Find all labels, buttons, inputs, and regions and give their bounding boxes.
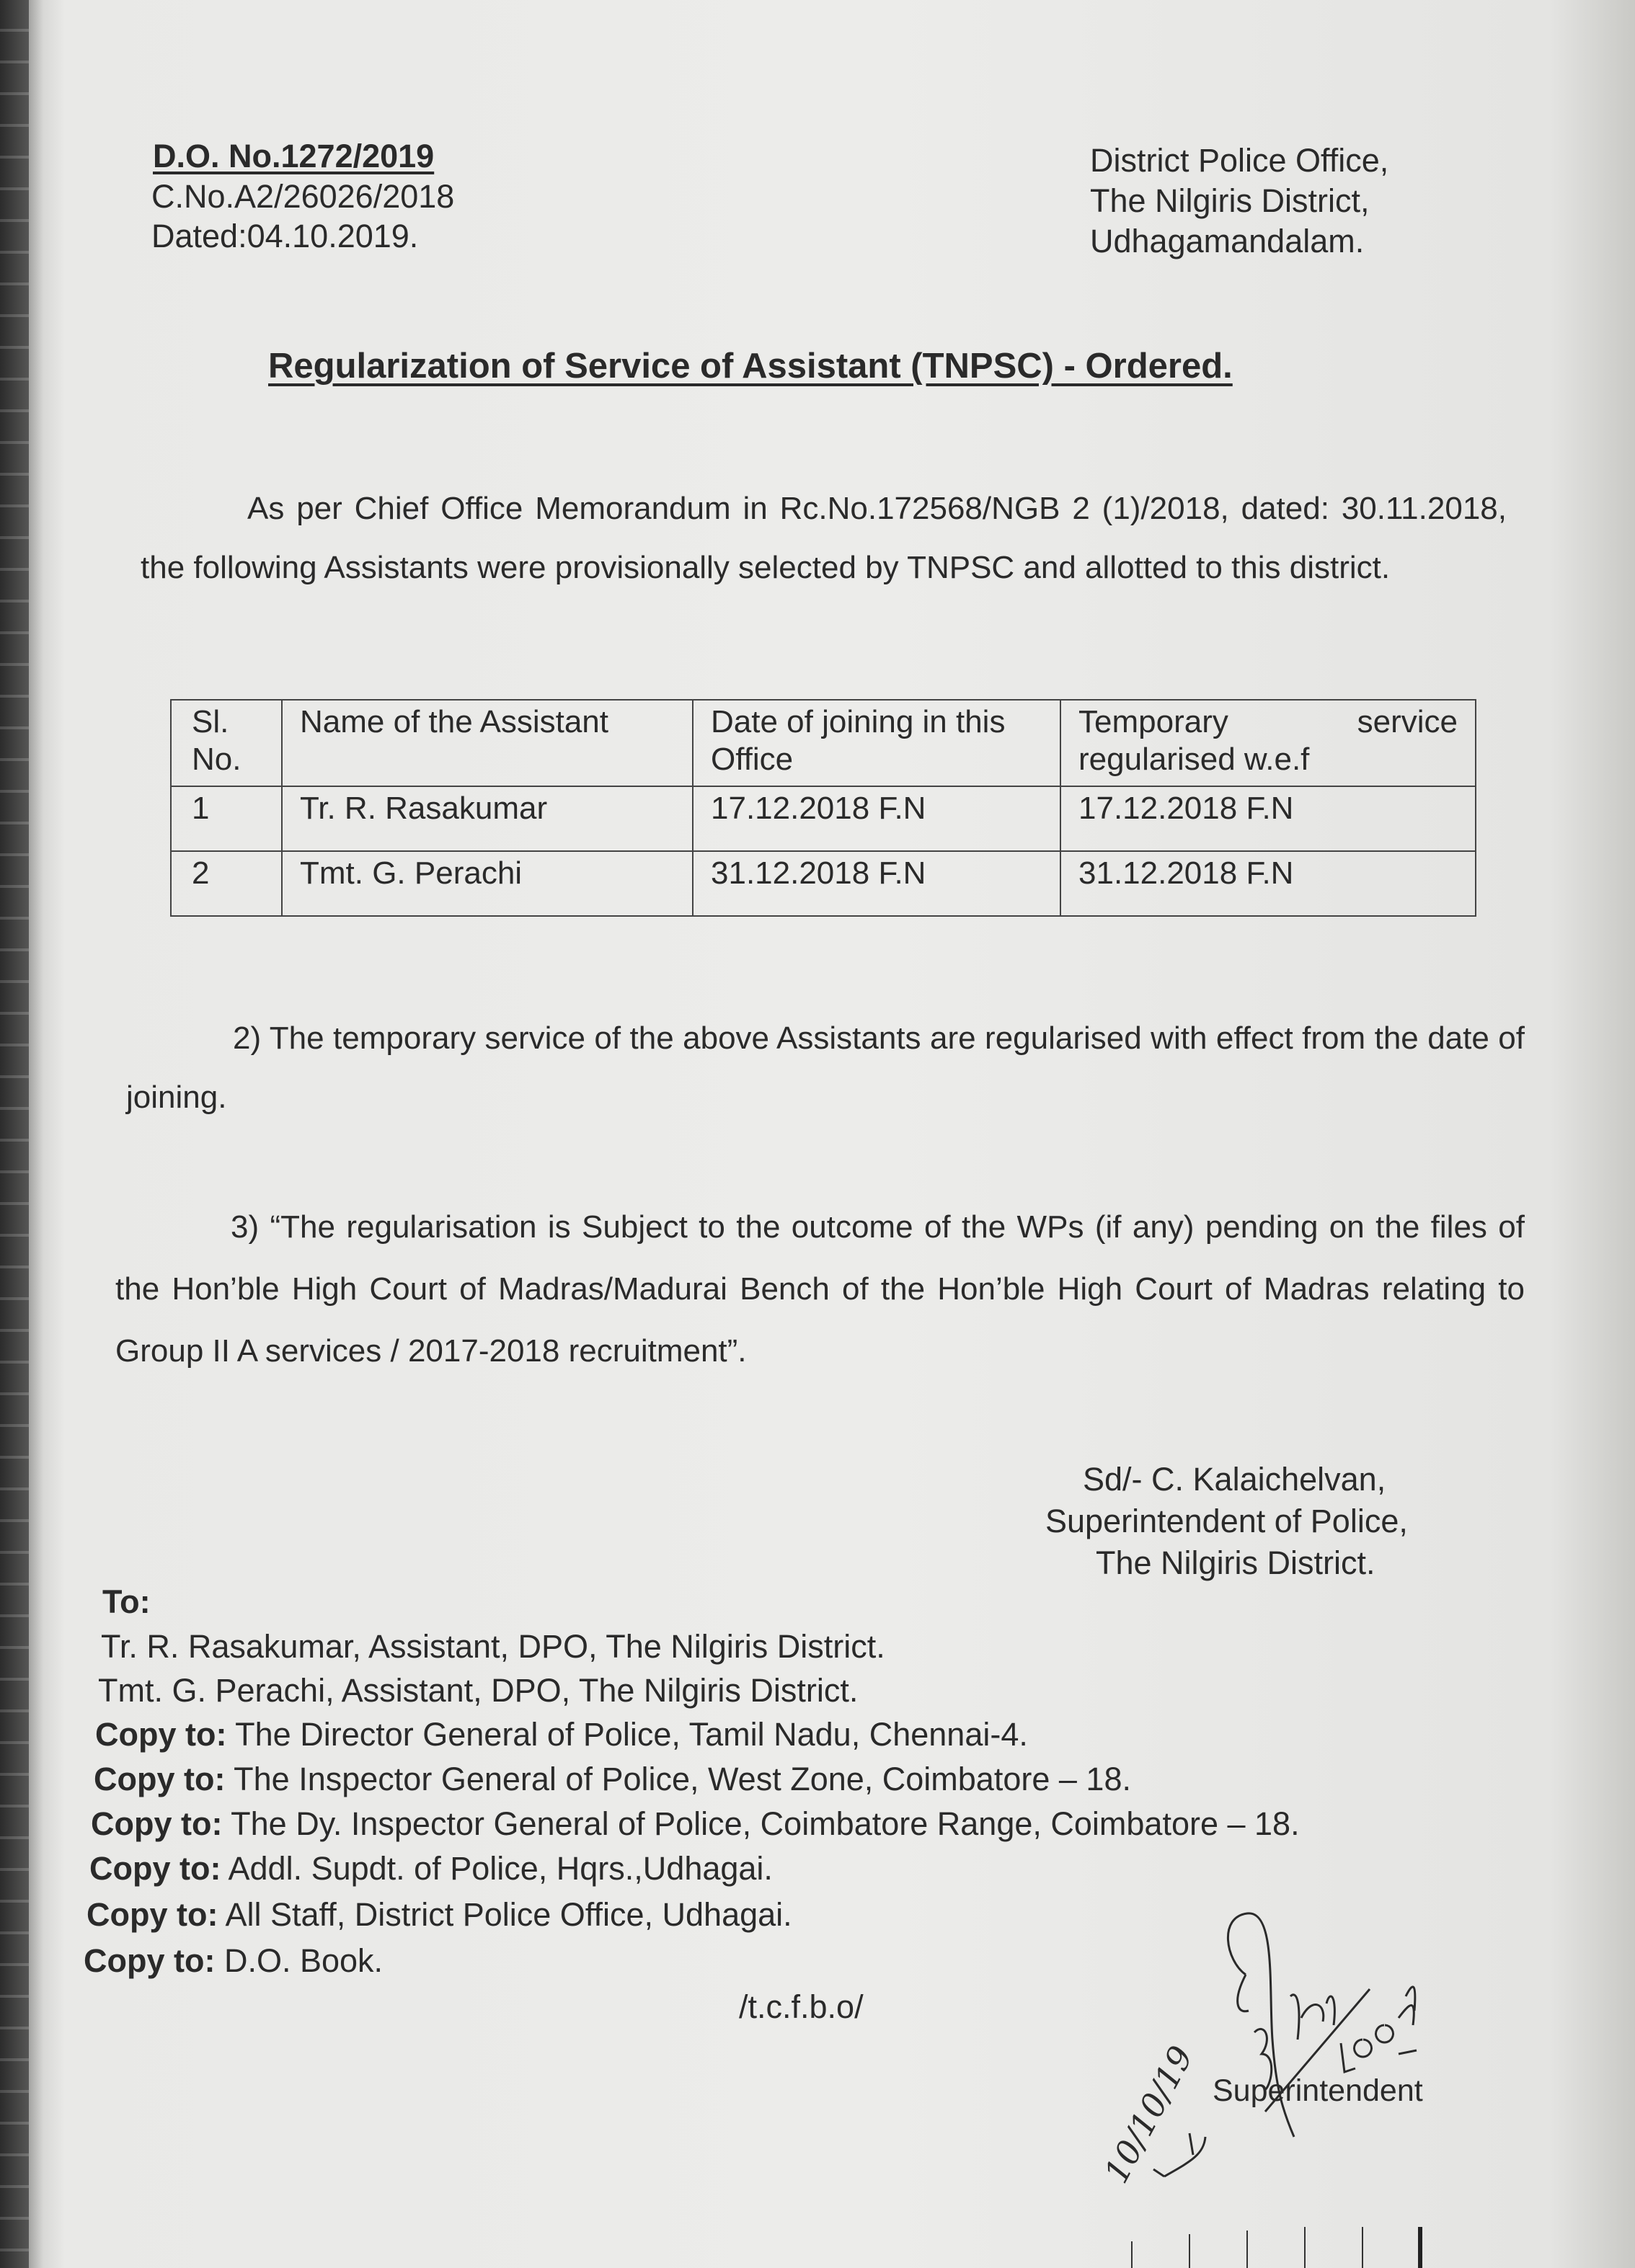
cell-date-joining: 31.12.2018 F.N (693, 851, 1060, 916)
cell-name: Tr. R. Rasakumar (282, 786, 693, 851)
copy-to-line (89, 1852, 773, 1885)
copy-to-label: Copy to: (87, 1896, 218, 1933)
signatory-district: The Nilgiris District. (1096, 1544, 1375, 1581)
reference-initials: /t.c.f.b.o/ (739, 1988, 864, 2025)
signatory-title: Superintendent of Police, (1045, 1503, 1408, 1539)
header-sl-no: Sl. No. (171, 700, 282, 786)
copy-to-line (95, 1718, 1028, 1751)
paragraph-3: 3) “The regularisation is Subject to the outcome of the WPs (if any) pending on the files of the Hon’ble High Court of Madras/Madurai Bench of the Hon’ble High Court of Madras relating to Group II A services / 2017-2018 recruitment”. (115, 1209, 1525, 1369)
cell-name: Tmt. G. Perachi (282, 851, 693, 916)
to-label: To: (102, 1583, 151, 1620)
paragraph-1: As per Chief Office Memorandum in Rc.No.172568/NGB 2 (1)/2018, dated: 30.11.2018, the following Assistants were provisionally selected by TNPSC and allotted to this district. (141, 491, 1507, 585)
dated: Dated:04.10.2019. (151, 218, 419, 254)
copy-to-line (91, 1807, 1300, 1840)
handwritten-date: 10/10/19 (1096, 2040, 1201, 2189)
table-row (171, 851, 1476, 916)
copy-to-line (94, 1763, 1131, 1795)
cell-sl-no: 1 (171, 786, 282, 851)
office-line-3: Udhagamandalam. (1090, 223, 1365, 259)
recipient: Tmt. G. Perachi, Assistant, DPO, The Nilgiris District. (98, 1672, 859, 1709)
copy-recipient: The Director General of Police, Tamil Nadu, Chennai-4. (235, 1716, 1028, 1753)
cell-date-joining: 17.12.2018 F.N (693, 786, 1060, 851)
copy-recipient: The Inspector General of Police, West Zone, Coimbatore – 18. (234, 1761, 1131, 1797)
copy-recipient: The Dy. Inspector General of Police, Coimbatore Range, Coimbatore – 18. (231, 1805, 1300, 1842)
cell-regularised: 31.12.2018 F.N (1060, 851, 1476, 916)
copy-to-label: Copy to: (94, 1761, 226, 1797)
header-name: Name of the Assistant (282, 700, 693, 786)
do-number: D.O. No.1272/2019 (153, 138, 435, 174)
cell-regularised: 17.12.2018 F.N (1060, 786, 1476, 851)
copy-recipient: D.O. Book. (223, 1942, 384, 1979)
copy-recipient: Addl. Supdt. of Police, Hqrs.,Udhagai. (228, 1850, 773, 1887)
recipient: Tr. R. Rasakumar, Assistant, DPO, The Nilgiris District. (101, 1628, 885, 1665)
office-line-1: District Police Office, (1090, 142, 1389, 179)
signatory-name: Sd/- C. Kalaichelvan, (1083, 1461, 1386, 1498)
cell-sl-no: 2 (171, 851, 282, 916)
document-title: Regularization of Service of Assistant (TNPSC) - Ordered. (268, 347, 1233, 386)
copy-to-line (87, 1898, 792, 1931)
superintendent-stamp: Superintendent (1213, 2073, 1423, 2108)
header-regularised: Temporary service regularised w.e.f (1060, 700, 1476, 786)
table-row (171, 786, 1476, 851)
binding-edge (0, 0, 29, 2268)
copy-to-line (84, 1944, 383, 1977)
header-date-joining: Date of joining in this Office (693, 700, 1060, 786)
assistants-table (170, 699, 1476, 917)
c-number: C.No.A2/26026/2018 (151, 178, 455, 215)
paragraph-2: 2) The temporary service of the above Assistants are regularised with effect from the date of joining. (126, 1020, 1525, 1115)
copy-to-label: Copy to: (95, 1716, 227, 1753)
copy-recipient: All Staff, District Police Office, Udhagai. (225, 1896, 792, 1933)
copy-to-label: Copy to: (91, 1805, 223, 1842)
ruler-marks (1125, 2227, 1635, 2268)
copy-to-label: Copy to: (84, 1942, 216, 1979)
copy-to-label: Copy to: (89, 1850, 221, 1887)
table-header-row (171, 700, 1476, 786)
office-line-2: The Nilgiris District, (1090, 182, 1370, 219)
